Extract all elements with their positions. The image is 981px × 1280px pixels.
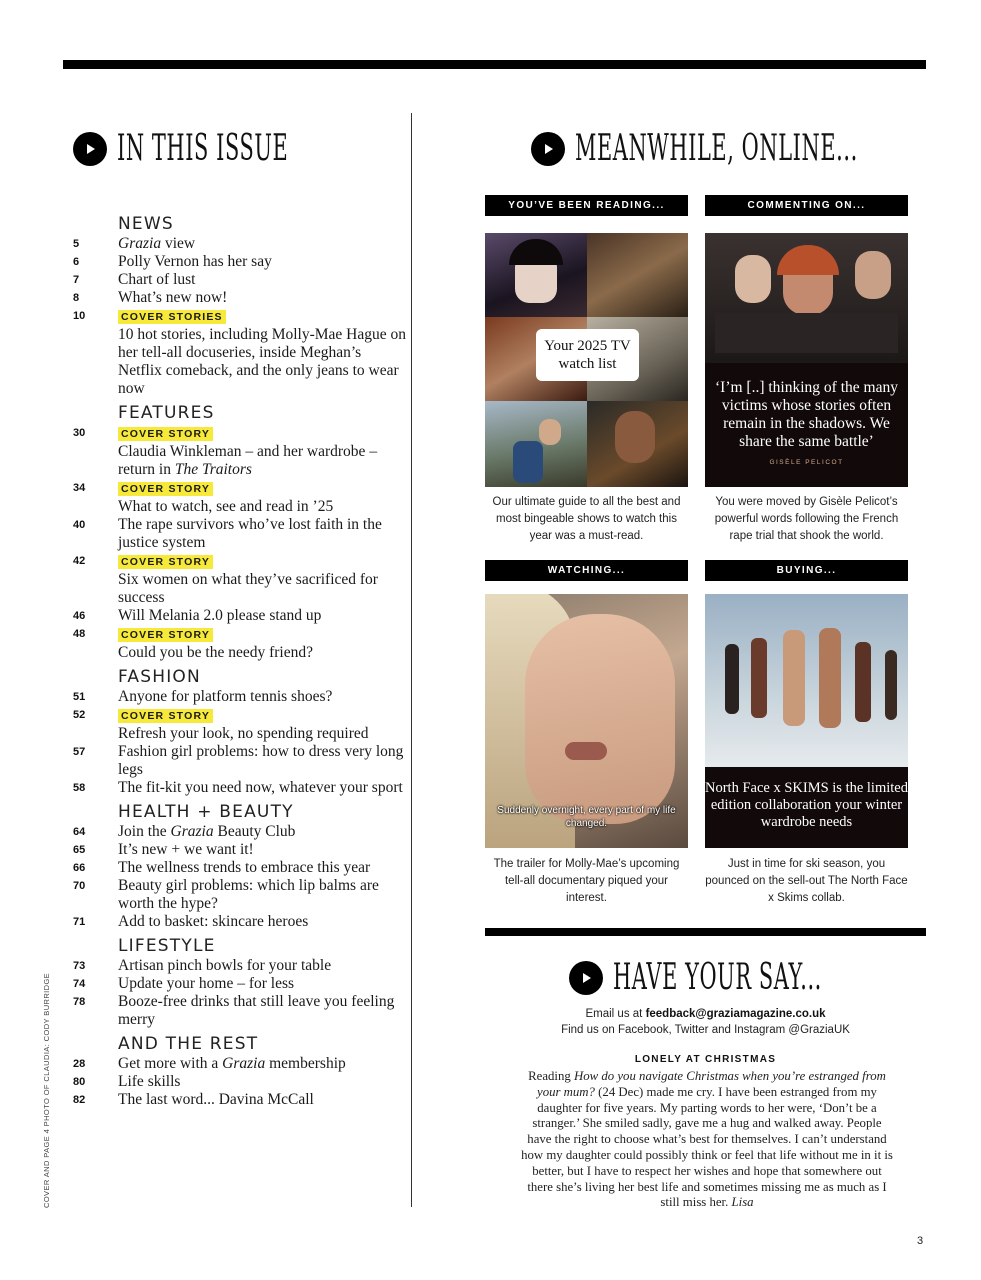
molly-mae-video-still[interactable] [485, 594, 688, 848]
toc-page-number: 48 [73, 628, 86, 640]
toc-entry[interactable] [73, 913, 408, 931]
commenting-tag: COMMENTING ON... [705, 195, 908, 216]
toc-page-number: 73 [73, 960, 86, 972]
toc-entry-body [118, 235, 408, 253]
toc-page-number: 30 [73, 427, 86, 439]
letter-lead: Reading [528, 1069, 571, 1083]
toc-text: The last word... Davina McCall [118, 1091, 314, 1108]
cover-story-badge: COVER STORY [118, 482, 213, 496]
toc-entry[interactable] [73, 479, 408, 516]
watching-caption: The trailer for Molly-Mae’s upcoming tell-all documentary piqued your interest. [493, 858, 680, 904]
toc-page-number: 52 [73, 709, 86, 721]
toc-text: Will Melania 2.0 please stand up [118, 607, 322, 624]
toc-entry-body [118, 479, 408, 516]
page-number: 3 [917, 1235, 924, 1247]
toc-text: Six women on what they’ve sacrificed for success [118, 571, 378, 606]
online-title: MEANWHILE, ONLINE... [575, 128, 858, 169]
toc-page-number: 8 [73, 292, 80, 304]
toc-page-number: 34 [73, 482, 86, 494]
toc-section-title: FASHION [118, 667, 201, 687]
toc-entry-body [118, 823, 408, 841]
toc-page-number: 64 [73, 826, 86, 838]
toc-text: Update your home – for less [118, 975, 295, 992]
toc-section-title: HEALTH + BEAUTY [118, 802, 294, 822]
tv-still [485, 233, 587, 317]
toc-text: What’s new now! [118, 289, 228, 306]
skims-image[interactable] [705, 594, 908, 848]
in-this-issue-title: IN THIS ISSUE [117, 128, 289, 169]
toc-page-number: 65 [73, 844, 86, 856]
skims-label: North Face x SKIMS is the limited edition collaboration your winter wardrobe needs [705, 767, 908, 848]
toc-page-number: 5 [73, 238, 80, 250]
toc-entry-body [118, 779, 408, 797]
skier-figure [751, 638, 767, 718]
table-of-contents [73, 211, 408, 1113]
toc-section [73, 935, 408, 1029]
toc-page-number: 10 [73, 310, 86, 322]
tv-still [587, 401, 688, 487]
toc-entry[interactable] [73, 235, 408, 253]
email-prefix: Email us at [585, 1008, 643, 1020]
cover-story-badge: COVER STORY [118, 709, 213, 723]
toc-entry-body [118, 1091, 408, 1109]
toc-page-number: 46 [73, 610, 86, 622]
toc-section-title: LIFESTYLE [118, 936, 216, 956]
section-rule [485, 928, 926, 936]
toc-entry[interactable] [73, 424, 408, 479]
photo-face [525, 614, 675, 824]
toc-entry-body [118, 877, 408, 913]
skier-figure [725, 644, 739, 714]
toc-text: Booze-free drinks that still leave you feeling merry [118, 993, 395, 1028]
letter-article-title: How do you navigate Christmas when you’re estranged from your mum? [537, 1069, 886, 1099]
toc-entry-body [118, 307, 408, 398]
toc-text: Claudia Winkleman – and her wardrobe – return in [118, 443, 378, 478]
toc-text: The fit-kit you need now, whatever your sport [118, 779, 403, 796]
toc-page-number: 42 [73, 555, 86, 567]
toc-entry[interactable] [73, 779, 408, 797]
watching-tag: WATCHING... [485, 560, 688, 581]
toc-entry[interactable] [73, 877, 408, 913]
toc-text: The rape survivors who’ve lost faith in the justice system [118, 516, 382, 551]
toc-entry-body [118, 688, 408, 706]
toc-entry-body [118, 625, 408, 662]
toc-entry[interactable] [73, 706, 408, 743]
have-your-say-heading [569, 957, 973, 998]
toc-entry[interactable] [73, 253, 408, 271]
cover-story-badge: COVER STORY [118, 555, 213, 569]
cover-story-badge: COVER STORIES [118, 310, 226, 324]
toc-text: Join the [118, 823, 167, 840]
have-your-say-title: HAVE YOUR SAY... [613, 957, 822, 998]
toc-text: view [164, 235, 196, 252]
toc-entry[interactable] [73, 859, 408, 877]
skier-figure [783, 630, 805, 726]
email-link[interactable]: feedback@graziamagazine.co.uk [645, 1008, 826, 1020]
toc-entry[interactable] [73, 625, 408, 662]
toc-entry[interactable] [73, 289, 408, 307]
photo-face [735, 255, 771, 303]
toc-entry[interactable] [73, 841, 408, 859]
cover-story-badge: COVER STORY [118, 628, 213, 642]
toc-entry[interactable] [73, 823, 408, 841]
toc-entry[interactable] [73, 957, 408, 975]
buying-tag: BUYING... [705, 560, 908, 581]
toc-page-number: 70 [73, 880, 86, 892]
toc-page-number: 40 [73, 519, 86, 531]
toc-entry-body [118, 1073, 408, 1091]
toc-entry[interactable] [73, 993, 408, 1029]
toc-entry-body [118, 253, 408, 271]
toc-section [73, 213, 408, 398]
toc-text: It’s new + we want it! [118, 841, 254, 858]
toc-text: Artisan pinch bowls for your table [118, 957, 332, 974]
toc-section [73, 402, 408, 662]
in-this-issue-heading [73, 128, 412, 169]
skier-figure [855, 642, 871, 722]
pelicot-quote: ‘I’m [..] thinking of the many victims whose stories often remain in the shadows. We share the same battle’ [715, 379, 898, 450]
toc-page-number: 78 [73, 996, 86, 1008]
toc-section [73, 801, 408, 931]
toc-text: Beauty Club [217, 823, 296, 840]
letter-text: (24 Dec) made me cry. I have been estranged from my daughter for five years. My parting words to her were, ‘Don’t be a stranger.’ She smiled sadly, gave me a hug and walked away. People have the right to choose what’s best for themselves. I can’t understand how my daughter could possibly think or feel that life without me in it is better, but I have to respect her wishes and hope that somewhere out there she’s living her best life and sometimes missing me as much as I still miss her. [521, 1084, 893, 1210]
toc-text: Refresh your look, no spending required [118, 725, 369, 742]
toc-text: Life skills [118, 1073, 181, 1090]
toc-entry-body [118, 993, 408, 1029]
toc-entry-body [118, 516, 408, 552]
toc-text: membership [269, 1055, 346, 1072]
toc-italic-text: Grazia [118, 235, 162, 252]
toc-page-number: 66 [73, 862, 86, 874]
toc-page-number: 80 [73, 1076, 86, 1088]
buying-caption: Just in time for ski season, you pounced on the sell-out The North Face x Skims collab. [705, 858, 908, 904]
toc-entry-body [118, 975, 408, 993]
toc-section-title: FEATURES [118, 403, 215, 423]
toc-entry[interactable] [73, 607, 408, 625]
toc-page-number: 71 [73, 916, 86, 928]
toc-entry[interactable] [73, 552, 408, 607]
photo-hair [777, 245, 839, 275]
reading-tag: YOU’VE BEEN READING... [485, 195, 688, 216]
toc-page-number: 57 [73, 746, 86, 758]
photo-face [855, 251, 891, 299]
toc-entry[interactable] [73, 516, 408, 552]
toc-section [73, 1033, 408, 1109]
toc-entry-body [118, 289, 408, 307]
toc-text: Could you be the needy friend? [118, 644, 313, 661]
tv-still [485, 401, 587, 487]
toc-page-number: 7 [73, 274, 80, 286]
reading-caption: Our ultimate guide to all the best and most bingeable shows to watch this year was a must-read. [492, 496, 681, 542]
toc-text: 10 hot stories, including Molly-Mae Hague on her tell-all docuseries, inside Meghan’s Netflix comeback, and the only jeans to wear now [118, 326, 406, 397]
toc-entry-body [118, 706, 408, 743]
toc-entry-body [118, 1055, 408, 1073]
toc-section-title: AND THE REST [118, 1034, 259, 1054]
toc-page-number: 28 [73, 1058, 86, 1070]
tv-still [587, 233, 688, 317]
cover-story-badge: COVER STORY [118, 427, 213, 441]
pelicot-image[interactable] [705, 233, 908, 487]
toc-entry-body [118, 607, 408, 625]
toc-text: Fashion girl problems: how to dress very long legs [118, 743, 404, 778]
toc-entry-body [118, 859, 408, 877]
toc-text: The wellness trends to embrace this year [118, 859, 371, 876]
email-line [485, 1006, 926, 1022]
toc-text: Get more with a [118, 1055, 219, 1072]
social-line: Find us on Facebook, Twitter and Instagram @GraziaUK [561, 1024, 850, 1036]
toc-page-number: 82 [73, 1094, 86, 1106]
column-divider [411, 113, 412, 1207]
toc-italic-text: The Traitors [174, 461, 252, 478]
letter-title: LONELY AT CHRISTMAS [634, 1054, 777, 1065]
skier-figure [819, 628, 841, 728]
video-subtitle: Suddenly overnight, every part of my life changed. [497, 805, 676, 829]
toc-page-number: 74 [73, 978, 86, 990]
online-heading [531, 128, 981, 169]
letter-signoff: Lisa [731, 1195, 754, 1210]
toc-entry[interactable] [73, 1091, 408, 1109]
toc-italic-text: Grazia [170, 823, 214, 840]
toc-page-number: 6 [73, 256, 80, 268]
tv-watchlist-image[interactable] [485, 233, 688, 487]
play-icon [73, 132, 107, 166]
toc-entry-body [118, 841, 408, 859]
pelicot-quote-box [705, 363, 908, 487]
tv-watchlist-label: Your 2025 TV watch list [536, 329, 639, 381]
toc-entry[interactable] [73, 743, 408, 779]
toc-page-number: 51 [73, 691, 86, 703]
toc-entry-body [118, 743, 408, 779]
photo-credit: COVER AND PAGE 4 PHOTO OF CLAUDIA: CODY BURRIDGE [42, 972, 51, 1208]
toc-entry[interactable] [73, 271, 408, 289]
toc-text: Polly Vernon has her say [118, 253, 272, 270]
skier-figure [885, 650, 897, 720]
commenting-caption: You were moved by Gisèle Pelicot’s powerful words following the French rape trial that shook the world. [714, 496, 899, 542]
toc-text: What to watch, see and read in ’25 [118, 498, 334, 515]
toc-entry[interactable] [73, 307, 408, 398]
toc-italic-text: Grazia [222, 1055, 266, 1072]
toc-entry[interactable] [73, 1073, 408, 1091]
toc-entry[interactable] [73, 975, 408, 993]
toc-entry[interactable] [73, 688, 408, 706]
toc-text: Beauty girl problems: which lip balms are worth the hype? [118, 877, 379, 912]
toc-entry-body [118, 552, 408, 607]
photo-crowd [715, 313, 898, 353]
toc-section-title: NEWS [118, 214, 174, 234]
toc-section [73, 666, 408, 797]
photo-mouth [565, 742, 607, 760]
toc-entry-body [118, 957, 408, 975]
pelicot-attribution: GISÈLE PELICOT [769, 459, 844, 466]
top-rule [63, 60, 926, 69]
toc-page-number: 58 [73, 782, 86, 794]
play-icon [531, 132, 565, 166]
toc-text: Add to basket: skincare heroes [118, 913, 309, 930]
letter-body [520, 1069, 894, 1211]
toc-entry-body [118, 271, 408, 289]
toc-text: Chart of lust [118, 271, 196, 288]
toc-entry-body [118, 913, 408, 931]
toc-entry-body [118, 424, 408, 479]
toc-entry[interactable] [73, 1055, 408, 1073]
toc-text: Anyone for platform tennis shoes? [118, 688, 333, 705]
play-icon [569, 961, 603, 995]
